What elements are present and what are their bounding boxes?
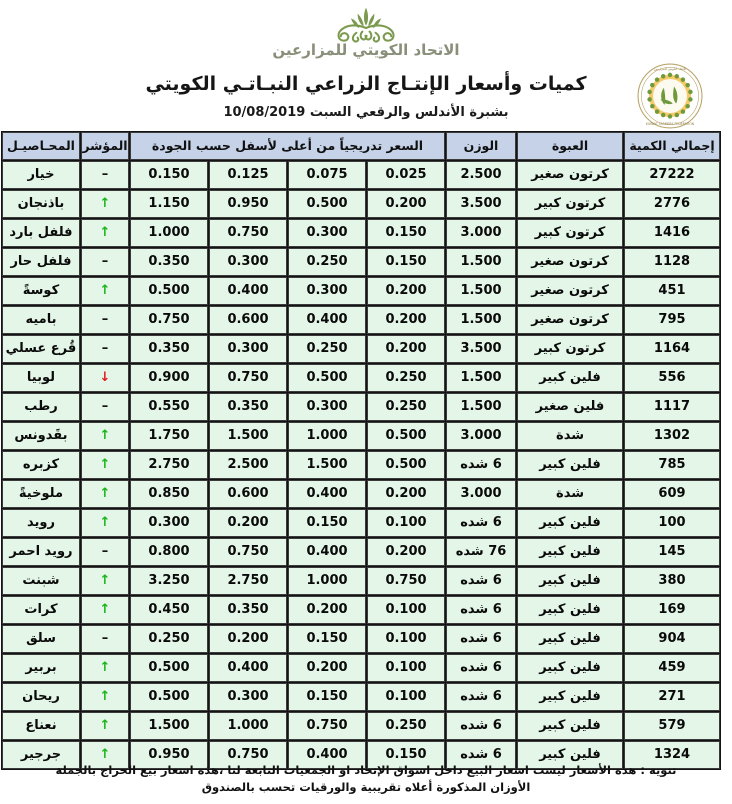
cell-crop-name: بربير <box>2 654 80 682</box>
cell-total-quantity: 795 <box>624 306 720 334</box>
table-row <box>2 306 720 334</box>
cell-price-2: 0.400 <box>288 538 366 566</box>
cell-package: شدة <box>517 422 623 450</box>
cell-price-4: 0.850 <box>130 480 208 508</box>
arrow-up-icon: ↑ <box>99 428 111 443</box>
cell-price-3: 0.300 <box>209 683 287 711</box>
cell-total-quantity: 1164 <box>624 335 720 363</box>
cell-package: كرتون كبير <box>517 190 623 218</box>
cell-crop-name: كرات <box>2 596 80 624</box>
cell-price-2: 0.150 <box>288 683 366 711</box>
cell-indicator-up <box>81 712 129 740</box>
col-crops: المحـاصيـل <box>2 132 80 160</box>
cell-price-4: 0.300 <box>130 509 208 537</box>
cell-package: فلين كبير <box>517 538 623 566</box>
cell-price-1: 0.150 <box>367 741 445 769</box>
cell-price-1: 0.200 <box>367 277 445 305</box>
table-row <box>2 190 720 218</box>
arrow-up-icon: ↑ <box>99 225 111 240</box>
cell-total-quantity: 579 <box>624 712 720 740</box>
arrow-up-icon: ↑ <box>99 689 111 704</box>
table-body <box>2 161 720 769</box>
footer-line-2: الأوزان المذكورة أعلاه تقريبية والورقيات تحسب بالصندوق <box>201 780 531 794</box>
arrow-up-icon: ↑ <box>99 486 111 501</box>
table-row <box>2 538 720 566</box>
cell-price-1: 0.200 <box>367 190 445 218</box>
cell-total-quantity: 27222 <box>624 161 720 189</box>
cell-price-3: 2.500 <box>209 451 287 479</box>
table-row <box>2 567 720 595</box>
cell-price-3: 0.400 <box>209 277 287 305</box>
cell-indicator-up <box>81 451 129 479</box>
cell-price-1: 0.150 <box>367 248 445 276</box>
arrow-up-icon: ↑ <box>99 196 111 211</box>
cell-price-1: 0.200 <box>367 306 445 334</box>
cell-price-2: 0.300 <box>288 393 366 421</box>
cell-price-1: 0.200 <box>367 480 445 508</box>
svg-text:الاتحاد الكويتي للمزارعين: الاتحاد الكويتي للمزارعين <box>653 67 687 72</box>
footer-line-1: تنويه : هذه الأسعار ليست اسعار البيع داخل اسواق الإتحاد او الجمعيات التابعة لنا ،هذه اسعار بيع الحراج بالجملة <box>55 763 677 777</box>
cell-total-quantity: 904 <box>624 625 720 653</box>
cell-indicator-up <box>81 480 129 508</box>
cell-crop-name: باميه <box>2 306 80 334</box>
cell-price-3: 0.750 <box>209 364 287 392</box>
cell-price-1: 0.200 <box>367 335 445 363</box>
cell-price-2: 0.500 <box>288 190 366 218</box>
cell-crop-name: ملوخيةً <box>2 480 80 508</box>
cell-total-quantity: 556 <box>624 364 720 392</box>
floral-ornament-icon <box>318 6 414 44</box>
table-row <box>2 683 720 711</box>
cell-crop-name: رويد احمر <box>2 538 80 566</box>
arrow-down-icon: ↓ <box>99 370 111 385</box>
cell-crop-name: كزبره <box>2 451 80 479</box>
cell-price-2: 0.200 <box>288 596 366 624</box>
cell-package: فلين كبير <box>517 509 623 537</box>
table-row <box>2 509 720 537</box>
cell-package: فلين كبير <box>517 625 623 653</box>
page-header <box>0 0 732 130</box>
table-row <box>2 422 720 450</box>
cell-indicator-up <box>81 509 129 537</box>
cell-price-2: 0.075 <box>288 161 366 189</box>
cell-price-4: 0.500 <box>130 683 208 711</box>
cell-price-4: 0.150 <box>130 161 208 189</box>
cell-price-3: 2.750 <box>209 567 287 595</box>
cell-total-quantity: 1416 <box>624 219 720 247</box>
dash-icon: – <box>101 254 109 269</box>
cell-price-2: 0.250 <box>288 335 366 363</box>
cell-indicator-flat <box>81 538 129 566</box>
cell-weight: 3.000 <box>446 480 516 508</box>
cell-package: فلين صغير <box>517 393 623 421</box>
cell-weight: 6 شده <box>446 712 516 740</box>
cell-price-2: 0.400 <box>288 480 366 508</box>
cell-total-quantity: 1324 <box>624 741 720 769</box>
kuwait-farmers-federation-logo-icon <box>636 62 704 130</box>
cell-total-quantity: 459 <box>624 654 720 682</box>
cell-weight: 6 شده <box>446 596 516 624</box>
cell-price-4: 1.750 <box>130 422 208 450</box>
page-title: كميات وأسعار الإنتـاج الزراعي النبـاتـي الكويتي <box>145 73 587 95</box>
cell-indicator-flat <box>81 625 129 653</box>
cell-weight: 3.000 <box>446 219 516 247</box>
cell-price-1: 0.100 <box>367 509 445 537</box>
cell-indicator-up <box>81 654 129 682</box>
cell-package: فلين كبير <box>517 567 623 595</box>
cell-package: كرتون صغير <box>517 161 623 189</box>
cell-price-1: 0.100 <box>367 683 445 711</box>
arrow-up-icon: ↑ <box>99 457 111 472</box>
cell-price-3: 0.750 <box>209 741 287 769</box>
cell-price-3: 0.400 <box>209 654 287 682</box>
cell-weight: 1.500 <box>446 393 516 421</box>
cell-price-2: 0.300 <box>288 219 366 247</box>
cell-price-2: 0.750 <box>288 712 366 740</box>
cell-weight: 1.500 <box>446 277 516 305</box>
cell-total-quantity: 1117 <box>624 393 720 421</box>
price-table-container <box>5 131 721 770</box>
cell-package: فلين كبير <box>517 654 623 682</box>
table-row <box>2 277 720 305</box>
cell-weight: 1.500 <box>446 248 516 276</box>
cell-price-1: 0.750 <box>367 567 445 595</box>
cell-price-3: 0.950 <box>209 190 287 218</box>
arrow-up-icon: ↑ <box>99 747 111 762</box>
cell-total-quantity: 100 <box>624 509 720 537</box>
cell-price-3: 1.500 <box>209 422 287 450</box>
cell-price-4: 0.900 <box>130 364 208 392</box>
cell-total-quantity: 1302 <box>624 422 720 450</box>
cell-price-3: 0.300 <box>209 248 287 276</box>
table-row <box>2 335 720 363</box>
svg-text:KUWAIT FARMERS FEDERATION: KUWAIT FARMERS FEDERATION <box>645 122 695 127</box>
cell-price-4: 0.800 <box>130 538 208 566</box>
cell-crop-name: رويد <box>2 509 80 537</box>
cell-price-4: 1.150 <box>130 190 208 218</box>
cell-total-quantity: 2776 <box>624 190 720 218</box>
cell-price-3: 0.200 <box>209 625 287 653</box>
arrow-up-icon: ↑ <box>99 573 111 588</box>
dash-icon: – <box>101 631 109 646</box>
cell-price-1: 0.500 <box>367 451 445 479</box>
arrow-up-icon: ↑ <box>99 283 111 298</box>
cell-indicator-down <box>81 364 129 392</box>
cell-price-2: 0.300 <box>288 277 366 305</box>
cell-price-2: 0.250 <box>288 248 366 276</box>
cell-crop-name: كوسةً <box>2 277 80 305</box>
cell-price-2: 0.200 <box>288 654 366 682</box>
dash-icon: – <box>101 341 109 356</box>
cell-indicator-up <box>81 422 129 450</box>
table-row <box>2 712 720 740</box>
cell-price-4: 0.450 <box>130 596 208 624</box>
cell-indicator-up <box>81 567 129 595</box>
cell-crop-name: باذنجان <box>2 190 80 218</box>
cell-package: شدة <box>517 480 623 508</box>
cell-price-3: 0.600 <box>209 306 287 334</box>
organization-block <box>0 6 732 59</box>
cell-price-2: 1.000 <box>288 567 366 595</box>
cell-price-4: 1.000 <box>130 219 208 247</box>
cell-price-4: 0.550 <box>130 393 208 421</box>
cell-crop-name: جرجير <box>2 741 80 769</box>
cell-price-4: 0.350 <box>130 335 208 363</box>
cell-price-2: 0.500 <box>288 364 366 392</box>
cell-price-3: 0.350 <box>209 393 287 421</box>
table-row <box>2 393 720 421</box>
cell-price-4: 0.950 <box>130 741 208 769</box>
table-row <box>2 161 720 189</box>
cell-total-quantity: 451 <box>624 277 720 305</box>
page-subtitle: بشبرة الأندلس والرقعي السبت 10/08/2019 <box>223 105 509 120</box>
arrow-up-icon: ↑ <box>99 515 111 530</box>
cell-indicator-flat <box>81 335 129 363</box>
col-total-quantity: إجمالي الكمية <box>624 132 720 160</box>
cell-price-1: 0.250 <box>367 393 445 421</box>
col-weight: الوزن <box>446 132 516 160</box>
cell-price-1: 0.150 <box>367 219 445 247</box>
cell-crop-name: شبنت <box>2 567 80 595</box>
cell-price-1: 0.025 <box>367 161 445 189</box>
cell-indicator-up <box>81 596 129 624</box>
cell-crop-name: خيار <box>2 161 80 189</box>
cell-price-3: 0.300 <box>209 335 287 363</box>
cell-price-3: 0.750 <box>209 219 287 247</box>
dash-icon: – <box>101 167 109 182</box>
cell-indicator-flat <box>81 306 129 334</box>
cell-price-1: 0.100 <box>367 654 445 682</box>
table-row <box>2 625 720 653</box>
table-row <box>2 451 720 479</box>
cell-price-3: 0.350 <box>209 596 287 624</box>
cell-price-4: 0.350 <box>130 248 208 276</box>
cell-indicator-up <box>81 277 129 305</box>
cell-package: كرتون صغير <box>517 277 623 305</box>
table-row <box>2 654 720 682</box>
arrow-up-icon: ↑ <box>99 602 111 617</box>
cell-package: كرتون صغير <box>517 306 623 334</box>
cell-price-4: 1.500 <box>130 712 208 740</box>
cell-crop-name: سلق <box>2 625 80 653</box>
cell-package: فلين كبير <box>517 683 623 711</box>
dash-icon: – <box>101 312 109 327</box>
cell-weight: 1.500 <box>446 306 516 334</box>
cell-indicator-up <box>81 219 129 247</box>
cell-crop-name: بقَدونس <box>2 422 80 450</box>
cell-crop-name: ريحان <box>2 683 80 711</box>
cell-weight: 6 شده <box>446 567 516 595</box>
cell-package: فلين كبير <box>517 712 623 740</box>
cell-total-quantity: 380 <box>624 567 720 595</box>
cell-weight: 6 شده <box>446 509 516 537</box>
cell-price-4: 0.250 <box>130 625 208 653</box>
cell-price-4: 2.750 <box>130 451 208 479</box>
cell-price-4: 0.750 <box>130 306 208 334</box>
cell-weight: 2.500 <box>446 161 516 189</box>
cell-crop-name: فلفل حار <box>2 248 80 276</box>
arrow-up-icon: ↑ <box>99 660 111 675</box>
cell-price-3: 0.600 <box>209 480 287 508</box>
cell-price-3: 0.200 <box>209 509 287 537</box>
cell-price-3: 0.125 <box>209 161 287 189</box>
footer-note <box>0 762 732 796</box>
cell-weight: 3.000 <box>446 422 516 450</box>
cell-price-2: 0.400 <box>288 306 366 334</box>
cell-price-4: 0.500 <box>130 654 208 682</box>
table-row <box>2 364 720 392</box>
cell-crop-name: لوبيا <box>2 364 80 392</box>
cell-price-3: 1.000 <box>209 712 287 740</box>
cell-price-1: 0.250 <box>367 364 445 392</box>
cell-weight: 6 شده <box>446 451 516 479</box>
cell-total-quantity: 145 <box>624 538 720 566</box>
cell-indicator-flat <box>81 393 129 421</box>
cell-price-4: 3.250 <box>130 567 208 595</box>
cell-package: كرتون صغير <box>517 248 623 276</box>
cell-price-1: 0.100 <box>367 625 445 653</box>
cell-price-2: 1.500 <box>288 451 366 479</box>
table-row <box>2 480 720 508</box>
cell-weight: 6 شده <box>446 741 516 769</box>
cell-price-4: 0.500 <box>130 277 208 305</box>
cell-price-2: 0.400 <box>288 741 366 769</box>
cell-package: فلين كبير <box>517 364 623 392</box>
crop-price-table <box>1 131 721 770</box>
organization-name: الاتحاد الكويتي للمزارعين <box>272 41 460 59</box>
cell-indicator-flat <box>81 161 129 189</box>
dash-icon: – <box>101 399 109 414</box>
cell-weight: 3.500 <box>446 190 516 218</box>
col-price-group: السعر تدريجياً من أعلى لأسفل حسب الجودة <box>130 132 445 160</box>
cell-indicator-up <box>81 190 129 218</box>
cell-price-2: 0.150 <box>288 509 366 537</box>
cell-package: كرتون كبير <box>517 335 623 363</box>
table-header <box>2 132 720 160</box>
cell-crop-name: نعناع <box>2 712 80 740</box>
table-row <box>2 219 720 247</box>
cell-total-quantity: 169 <box>624 596 720 624</box>
cell-price-3: 0.750 <box>209 538 287 566</box>
cell-total-quantity: 785 <box>624 451 720 479</box>
table-row <box>2 248 720 276</box>
cell-weight: 6 شده <box>446 683 516 711</box>
cell-weight: 3.500 <box>446 335 516 363</box>
cell-crop-name: رطب <box>2 393 80 421</box>
cell-package: فلين كبير <box>517 741 623 769</box>
cell-crop-name: فلفل بارد <box>2 219 80 247</box>
cell-total-quantity: 271 <box>624 683 720 711</box>
dash-icon: – <box>101 544 109 559</box>
cell-weight: 6 شده <box>446 654 516 682</box>
col-indicator: المؤشر <box>81 132 129 160</box>
cell-package: فلين كبير <box>517 451 623 479</box>
cell-indicator-up <box>81 683 129 711</box>
table-row <box>2 596 720 624</box>
cell-total-quantity: 1128 <box>624 248 720 276</box>
cell-price-1: 0.250 <box>367 712 445 740</box>
cell-weight: 1.500 <box>446 364 516 392</box>
cell-price-1: 0.200 <box>367 538 445 566</box>
cell-crop-name: قُرع عسلي <box>2 335 80 363</box>
cell-weight: 6 شده <box>446 625 516 653</box>
cell-total-quantity: 609 <box>624 480 720 508</box>
cell-price-1: 0.100 <box>367 596 445 624</box>
table-header-row <box>2 132 720 160</box>
cell-indicator-flat <box>81 248 129 276</box>
cell-price-2: 1.000 <box>288 422 366 450</box>
cell-weight: 76 شده <box>446 538 516 566</box>
cell-price-2: 0.150 <box>288 625 366 653</box>
cell-package: كرتون كبير <box>517 219 623 247</box>
col-package: العبوة <box>517 132 623 160</box>
cell-package: فلين كبير <box>517 596 623 624</box>
arrow-up-icon: ↑ <box>99 718 111 733</box>
cell-price-1: 0.500 <box>367 422 445 450</box>
